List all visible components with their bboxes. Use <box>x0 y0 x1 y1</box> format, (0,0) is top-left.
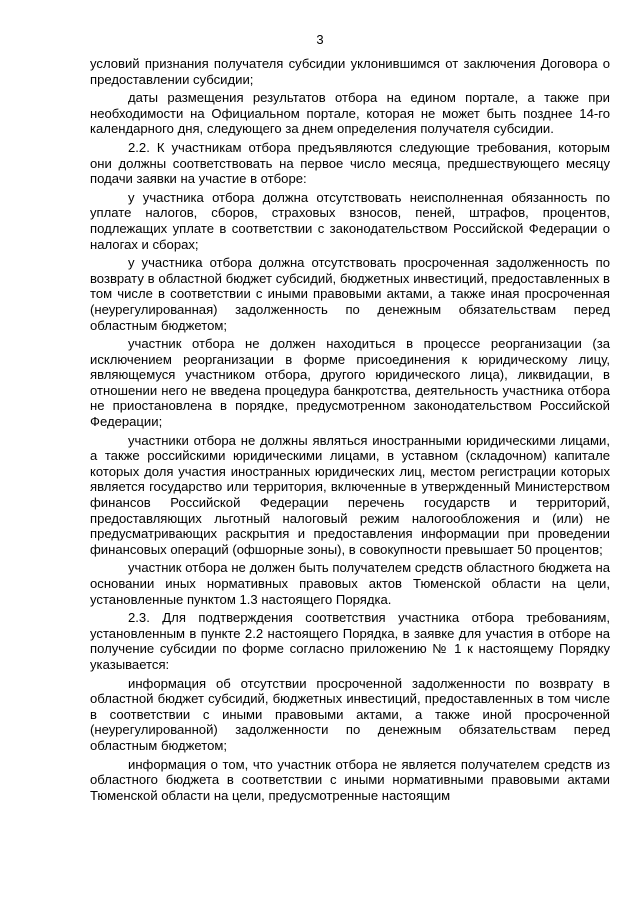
paragraph-4: у участника отбора должна отсутствовать неисполненная обязанность по уплате налогов, сборов, страховых взносов, пеней, штрафов, процентов, подлежащих уплате в соответствии с законодательством Российской Федерации о налогах и сборах; <box>90 189 610 252</box>
paragraph-3: 2.2. К участникам отбора предъявляются следующие требования, которым они должны соответствовать на первое число месяца, предшествующего месяцу подачи заявки на участие в отборе: <box>90 139 610 187</box>
paragraph-7: участники отбора не должны являться иностранными юридическими лицами, а также российскими юридическими лицами, в уставном (складочном) капитале которых доля участия иностранных юридических лиц, местом регистрации которых является государство или территория, включенные в утвержденный Министерством финансов Российской Федерации перечень государств и территорий, предоставляющих льготный налоговый режим налогообложения и (или) не предусматривающих раскрытия и предоставления информации при проведении финансовых операций (офшорные зоны), в совокупности превышает 50 процентов; <box>90 432 610 557</box>
document-body <box>90 56 610 806</box>
paragraph-2: даты размещения результатов отбора на едином портале, а также при необходимости на Официальном портале, которая не может быть позднее 14-го календарного дня, следующего за днем определения получателя субсидии. <box>90 90 610 137</box>
paragraph-11: информация о том, что участник отбора не является получателем средств из областного бюджета в соответствии с иными нормативными правовыми актами Тюменской области на цели, предусмотренные настоящим <box>90 756 610 803</box>
paragraph-8: участник отбора не должен быть получателем средств областного бюджета на основании иных нормативных правовых актов Тюменской области на цели, установленные пунктом 1.3 настоящего Порядка. <box>90 560 610 607</box>
page-number: 3 <box>316 32 324 47</box>
paragraph-9: 2.3. Для подтверждения соответствия участника отбора требованиям, установленным в пункте 2.2 настоящего Порядка, в заявке для участия в отборе на получение субсидии по форме согласно приложению № 1 к настоящему Порядку указывается: <box>90 610 610 672</box>
paragraph-5: у участника отбора должна отсутствовать просроченная задолженность по возврату в областной бюджет субсидий, бюджетных инвестиций, предоставленных в том числе в соответствии с иными правовыми актами, а также иная просроченная (неурегулированная) задолженность по денежным обязательствам перед областным бюджетом; <box>90 255 610 333</box>
paragraph-10: информация об отсутствии просроченной задолженности по возврату в областной бюджет субсидий, бюджетных инвестиций, предоставленных в том числе в соответствии с иными правовыми актами, а также иной просроченной (неурегулированной) задолженности по денежным обязательствам перед областным бюджетом; <box>90 675 610 753</box>
paragraph-1: условий признания получателя субсидии уклонившимся от заключения Договора о предоставлении субсидии; <box>90 56 610 87</box>
paragraph-6: участник отбора не должен находиться в процессе реорганизации (за исключением реорганизации в форме присоединения к юридическому лицу, являющемуся участником отбора, другого юридического лица), ликвидации, в отношении него не введена процедура банкротства, деятельность участника отбора не приостановлена в порядке, предусмотренном законодательством Российской Федерации; <box>90 336 610 430</box>
